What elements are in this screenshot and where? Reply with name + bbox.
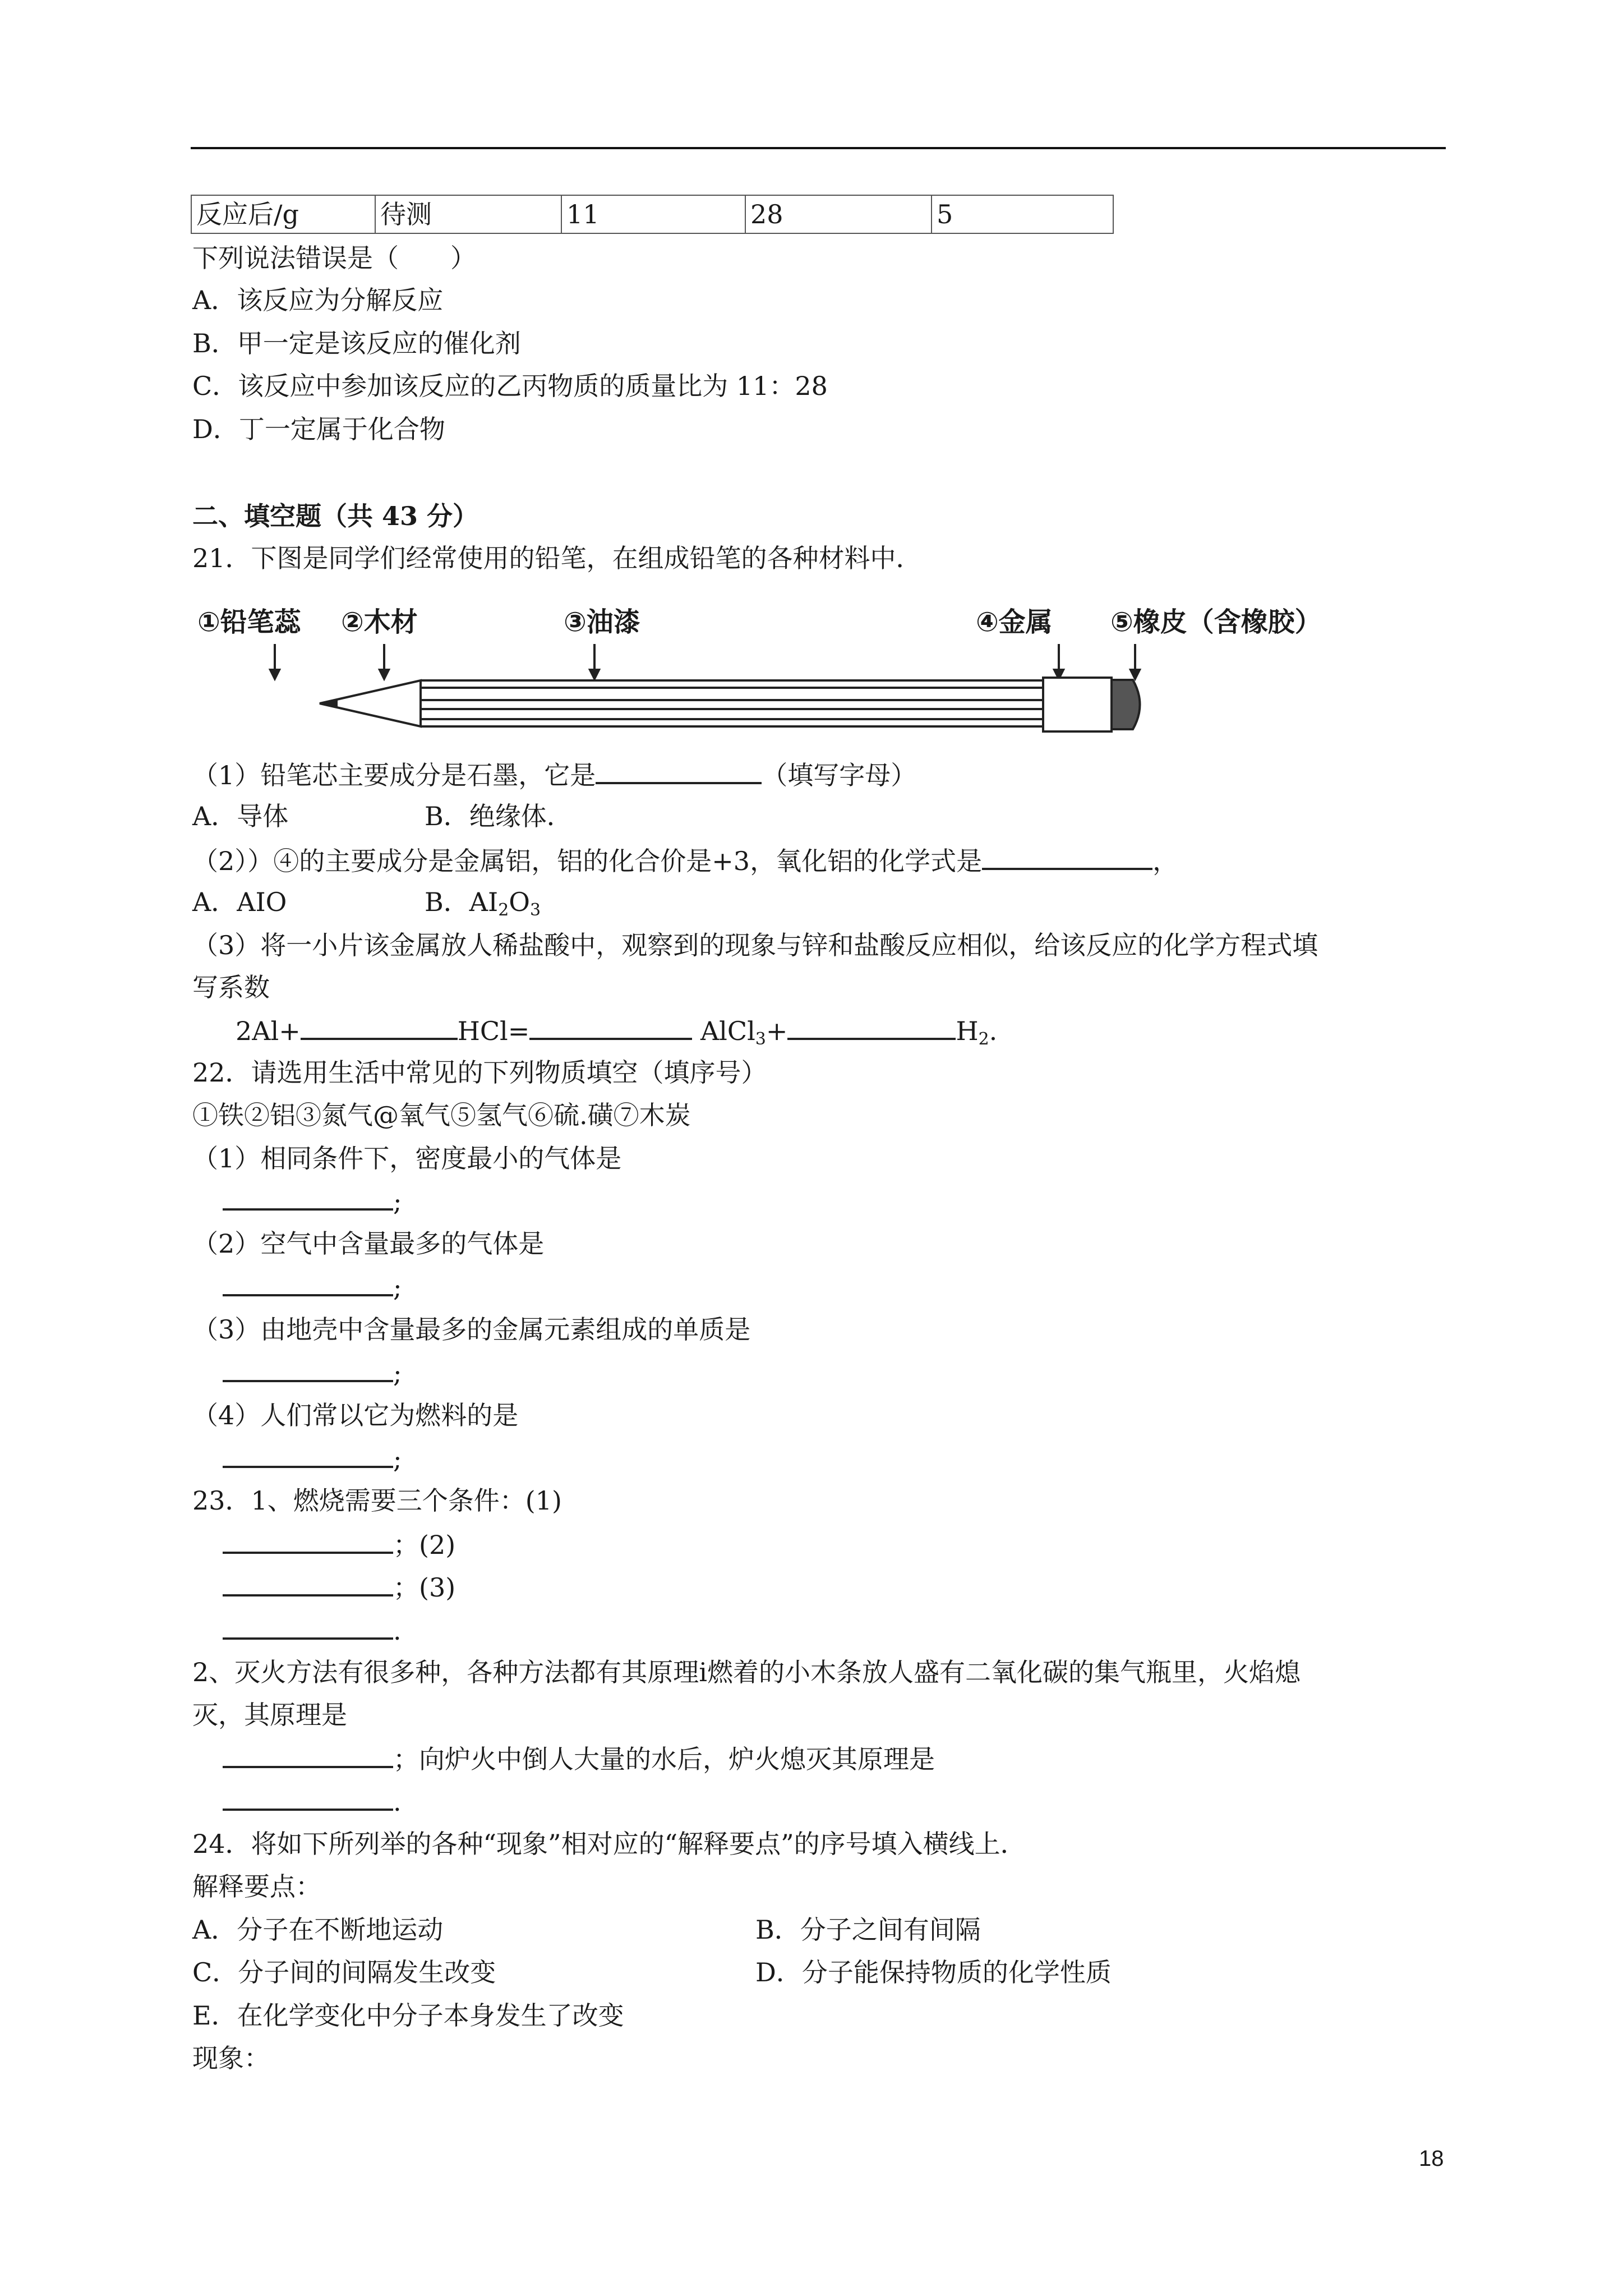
q23-part2-line2: 灭，其原理是 [192, 1700, 347, 1730]
page-number: 18 [1419, 2146, 1444, 2171]
q23-part2-line3: ；向炉火中倒人大量的水后，炉火熄灭其原理是 [223, 1741, 935, 1776]
answer-blank[interactable] [223, 1741, 393, 1768]
table-cell: 28 [745, 195, 932, 233]
q24-phenomena: 现象： [192, 2043, 270, 2073]
pencil-drawing [191, 589, 1335, 752]
answer-blank[interactable] [223, 1441, 393, 1468]
q22-part3: （3）由地壳中含量最多的金属元素组成的单质是 [192, 1314, 751, 1345]
answer-blank[interactable] [223, 1613, 393, 1640]
figure-label-paint: ③油漆 [564, 606, 640, 638]
answer-blank[interactable] [223, 1527, 393, 1554]
q20-option-c: C．该反应中参加该反应的乙丙物质的质量比为 11：28 [192, 371, 828, 401]
q21-equation: 2Al+ HCl= AlCl$_3$+ $H_2$. [236, 1013, 997, 1056]
answer-blank[interactable] [982, 843, 1152, 870]
q22-answer-line: ; [223, 1441, 402, 1476]
answer-blank[interactable] [301, 1013, 458, 1040]
table-row [191, 195, 1113, 233]
q24-option-a: A．分子在不断地运动 [192, 1915, 444, 1945]
q24-option-c: C．分子间的间隔发生改变 [192, 1957, 496, 1987]
q20-option-d: D．丁一定属于化合物 [192, 414, 445, 444]
section-title: 二、填空题（共 43 分） [192, 501, 479, 531]
q21-part1: （1）铅笔芯主要成分是石墨，它是 （填写字母） [192, 757, 916, 792]
figure-label-metal: ④金属 [976, 606, 1053, 638]
q23-part2-line1: 2、灭火方法有很多种，各种方法都有其原理ⅰ燃着的小木条放人盛有二氧化碳的集气瓶里，火焰熄 [192, 1657, 1301, 1687]
q22-answer-line: ; [223, 1184, 402, 1218]
table-cell: 反应后/g [191, 195, 375, 233]
q22-items: ①铁②铝③氮气@氧气⑤氢气⑥硫.磺⑦木炭 [192, 1100, 691, 1130]
q23-stem: 23．1、燃烧需要三个条件：(1) [192, 1485, 562, 1516]
q21-part1-option-b: B．绝缘体． [425, 801, 573, 831]
table-cell: 待测 [375, 195, 561, 233]
q23-blank-line: . [223, 1613, 402, 1648]
q22-answer-line: ; [223, 1355, 402, 1390]
table-cell: 5 [932, 195, 1113, 233]
q22-part1: （1）相同条件下，密度最小的气体是 [192, 1143, 622, 1174]
q23-blank-line: ；(3) [223, 1570, 455, 1604]
header-rule [191, 147, 1446, 149]
answer-blank[interactable] [787, 1013, 956, 1040]
q21-part3-line1: （3）将一小片该金属放人稀盐酸中，观察到的现象与锌和盐酸反应相似，给该反应的化学方程式填 [192, 930, 1318, 960]
q21-part2: （2））④的主要成分是金属铝，铝的化合价是+3，氧化铝的化学式是 ， [192, 843, 1178, 878]
q23-blank-line: . [223, 1784, 402, 1819]
q24-heading: 解释要点： [192, 1871, 321, 1902]
figure-label-wood: ②木材 [341, 606, 418, 638]
q22-part4: （4）人们常以它为燃料的是 [192, 1400, 519, 1430]
figure-label-lead: ①铅笔蕊 [197, 606, 301, 638]
q24-option-e: E．在化学变化中分子本身发生了改变 [192, 2000, 624, 2031]
answer-blank[interactable] [529, 1013, 692, 1040]
q21-part3-line2: 写系数 [192, 972, 270, 1002]
q23-blank-line: ；(2) [223, 1527, 455, 1562]
q24-option-b: B．分子之间有间隔 [755, 1915, 981, 1945]
answer-blank[interactable] [596, 757, 762, 784]
data-table [191, 195, 1114, 234]
q24-option-d: D．分子能保持物质的化学性质 [755, 1957, 1112, 1987]
q20-stem: 下列说法错误是（ ） [192, 243, 476, 273]
pencil-figure [191, 589, 1335, 752]
q22-answer-line: ; [223, 1269, 402, 1304]
q21-part1-option-a: A．导体 [192, 801, 289, 831]
q21-part2-option-a: A．AIO [192, 887, 287, 917]
answer-blank[interactable] [223, 1184, 393, 1211]
answer-blank[interactable] [223, 1784, 393, 1811]
answer-blank[interactable] [223, 1269, 393, 1296]
figure-label-eraser: ⑤橡皮（含橡胶） [1110, 606, 1322, 638]
q24-stem: 24．将如下所列举的各种“现象”相对应的“解释要点”的序号填入横线上． [192, 1829, 1026, 1859]
q20-option-b: B．甲一定是该反应的催化剂 [192, 328, 521, 358]
table-cell: 11 [561, 195, 745, 233]
q22-part2: （2）空气中含量最多的气体是 [192, 1228, 545, 1259]
q21-stem: 21．下图是同学们经常使用的铅笔，在组成铅笔的各种材料中． [192, 543, 922, 573]
q22-stem: 22．请选用生活中常见的下列物质填空（填序号） [192, 1057, 767, 1088]
q20-option-a: A．该反应为分解反应 [192, 285, 444, 315]
answer-blank[interactable] [223, 1355, 393, 1382]
answer-blank[interactable] [223, 1570, 393, 1596]
q21-part2-option-b: B．$AI_2O_3$ [425, 887, 541, 920]
